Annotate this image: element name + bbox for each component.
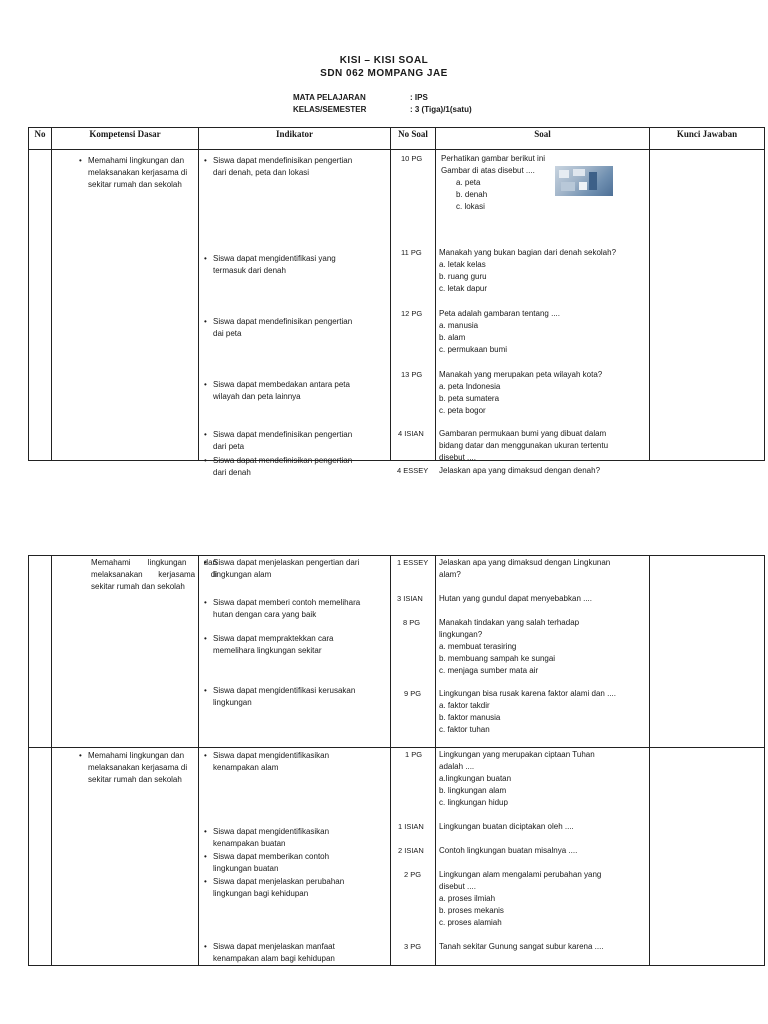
class-value: : 3 (Tiga)/1(satu) [410, 105, 472, 114]
cell-soal [436, 556, 650, 748]
subject-label: MATA PELAJARAN [293, 93, 366, 102]
col-header-indikator: Indikator [199, 128, 391, 150]
question-text: Manakah yang bukan bagian dari denah sekolah? [439, 248, 617, 257]
option-text: b. alam [439, 333, 466, 342]
indicator-item: • Siswa dapat memberikan contoh [213, 851, 329, 863]
option-text: c. permukaan bumi [439, 345, 508, 354]
option-text: a. faktor takdir [439, 701, 490, 710]
kisi-table-1 [28, 127, 765, 477]
cell-no [29, 748, 52, 966]
indicator-item: dari peta [213, 442, 245, 451]
map-image [555, 166, 613, 196]
indicator-item: • Siswa dapat mendefinisikan pengertian [213, 155, 352, 167]
question-text: Contoh lingkungan buatan misalnya .... [439, 846, 578, 855]
question-text: Lingkungan yang merupakan ciptaan Tuhan [439, 750, 595, 759]
indicator-item: • Siswa dapat mengidentifikasi yang [213, 253, 336, 265]
cell-indikator [199, 556, 391, 748]
cell-no [29, 150, 52, 461]
indicator-item: kenampakan alam bagi kehidupan [213, 954, 335, 963]
question-text: Jelaskan apa yang dimaksud dengan denah? [439, 466, 601, 475]
indicator-item: hutan dengan cara yang baik [213, 610, 317, 619]
option-text: b. ruang guru [439, 272, 487, 281]
option-text: b. membuang sampah ke sungai [439, 654, 556, 663]
kd-line: melaksanakan kerjasama di [88, 168, 188, 177]
indicator-item: lingkungan buatan [213, 864, 279, 873]
option-text: a. manusia [439, 321, 479, 330]
indicator-item: • Siswa dapat mengidentifikasi kerusakan [213, 685, 355, 697]
kd-line: sekitar rumah dan sekolah [88, 775, 182, 784]
indicator-item: • Siswa dapat memberi contoh memelihara [213, 597, 360, 609]
cell-soal [436, 748, 650, 966]
question-text: Manakah tindakan yang salah terhadap [439, 618, 580, 627]
question-number: 1 ESSEY [397, 558, 429, 567]
col-header-no-soal: No Soal [391, 128, 436, 150]
question-text: Gambaran permukaan bumi yang dibuat dalam [439, 429, 607, 438]
kd-line: melaksanakan kerjasama di [88, 763, 188, 772]
question-text: Jelaskan apa yang dimaksud dengan Lingkunan [439, 558, 611, 567]
question-number: 1 PG [405, 750, 423, 759]
cell-no-soal [391, 556, 436, 748]
option-text: a. peta [456, 178, 481, 187]
indicator-item: • Siswa dapat mendefinisikan pengertian [213, 455, 352, 467]
question-number: 2 ISIAN [398, 846, 424, 855]
question-number: 9 PG [404, 689, 422, 698]
question-number: 4 ISIAN [398, 429, 424, 438]
indicator-item: • Siswa dapat mengidentifikasikan [213, 826, 329, 838]
question-number: 4 ESSEY [397, 466, 429, 475]
indicator-item: • Siswa dapat mengidentifikasikan [213, 750, 329, 762]
indicator-item: dari denah [213, 468, 251, 477]
col-header-kunci: Kunci Jawaban [650, 128, 765, 150]
indicator-item: dari denah, peta dan lokasi [213, 168, 310, 177]
option-text: c. menjaga sumber mata air [439, 666, 539, 675]
question-number: 3 PG [404, 942, 422, 951]
subject-value: : IPS [410, 93, 428, 102]
indicator-item: • Siswa dapat membedakan antara peta [213, 379, 350, 391]
question-text: Lingkungan alam mengalami perubahan yang [439, 870, 602, 879]
indicator-item: lingkungan bagi kehidupan [213, 889, 309, 898]
cell-no [29, 556, 52, 748]
kd-line: • Memahami lingkungan dan [88, 750, 184, 762]
indicator-item: kenampakan alam [213, 763, 279, 772]
question-number: 13 PG [401, 370, 423, 379]
indicator-item: • Siswa dapat menjelaskan perubahan [213, 876, 344, 888]
question-text: Peta adalah gambaran tentang .... [439, 309, 560, 318]
question-text: disebut .... [439, 453, 476, 462]
indicator-item: lingkungan [213, 698, 252, 707]
cell-kd [52, 150, 199, 461]
question-text: Hutan yang gundul dapat menyebabkan .... [439, 594, 592, 603]
question-text: bidang datar dan menggunakan ukuran tertentu [439, 441, 609, 450]
indicator-item: kenampakan buatan [213, 839, 286, 848]
cell-kunci [650, 748, 765, 966]
option-text: a.lingkungan buatan [439, 774, 512, 783]
question-number: 12 PG [401, 309, 423, 318]
option-text: b. faktor manusia [439, 713, 501, 722]
cell-soal [436, 150, 650, 475]
question-text: Lingkungan buatan diciptakan oleh .... [439, 822, 574, 831]
question-number: 10 PG [401, 154, 423, 163]
option-text: c. letak dapur [439, 284, 488, 293]
option-text: c. lingkungan hidup [439, 798, 508, 807]
option-text: a. letak kelas [439, 260, 486, 269]
table-header-row [29, 128, 765, 150]
kd-line: Memahami lingkungan dan [91, 558, 217, 567]
indicator-item: • Siswa dapat menjelaskan pengertian dari [213, 557, 359, 569]
cell-kd [52, 556, 217, 748]
col-header-kd: Kompetensi Dasar [52, 128, 199, 150]
question-number: 8 PG [403, 618, 421, 627]
col-header-soal: Soal [436, 128, 650, 150]
question-number: 2 PG [404, 870, 422, 879]
document-title: KISI – KISI SOAL [339, 55, 429, 66]
indicator-item: • Siswa dapat mendefinisikan pengertian [213, 429, 352, 441]
cell-kd [52, 748, 199, 966]
school-name: SDN 062 MOMPANG JAE [320, 68, 448, 79]
option-text: c. lokasi [456, 202, 485, 211]
indicator-item: memelihara lingkungan sekitar [213, 646, 322, 655]
cell-no-soal [391, 748, 436, 966]
option-text: b. denah [456, 190, 488, 199]
option-text: b. lingkungan alam [439, 786, 507, 795]
option-text: a. peta Indonesia [439, 382, 501, 391]
kd-line: melaksanakan kerjasama di [91, 570, 217, 579]
option-text: a. membuat terasiring [439, 642, 517, 651]
option-text: c. proses alamiah [439, 918, 502, 927]
indicator-item: • Siswa dapat mempraktekkan cara [213, 633, 334, 645]
col-header-no: No [29, 128, 52, 150]
indicator-item: wilayah dan peta lainnya [213, 392, 301, 401]
table-row [29, 150, 765, 461]
table-row [29, 748, 765, 966]
cell-kunci [650, 556, 765, 748]
cell-indikator [199, 150, 391, 477]
question-text: lingkungan? [439, 630, 483, 639]
option-text: c. faktor tuhan [439, 725, 490, 734]
cell-no-soal [391, 150, 436, 475]
question-text: adalah .... [439, 762, 475, 771]
question-text: Perhatikan gambar berikut ini [441, 154, 546, 163]
question-text: alam? [439, 570, 461, 579]
class-label: KELAS/SEMESTER [293, 105, 367, 114]
kisi-table-2 [28, 555, 765, 966]
option-text: c. peta bogor [439, 406, 486, 415]
indicator-item: • Siswa dapat mendefinisikan pengertian [213, 316, 352, 328]
cell-indikator [199, 748, 391, 966]
question-text: Manakah yang merupakan peta wilayah kota? [439, 370, 603, 379]
indicator-item: dai peta [213, 329, 242, 338]
kd-line: sekitar rumah dan sekolah [88, 180, 182, 189]
option-text: a. proses ilmiah [439, 894, 496, 903]
option-text: b. peta sumatera [439, 394, 500, 403]
question-number: 3 ISIAN [397, 594, 423, 603]
option-text: b. proses mekanis [439, 906, 504, 915]
cell-kunci [650, 150, 765, 461]
question-text: Lingkungan bisa rusak karena faktor alami dan .... [439, 689, 616, 698]
question-text: Tanah sekitar Gunung sangat subur karena .... [439, 942, 604, 951]
question-text: disebut .... [439, 882, 476, 891]
kd-line: sekitar rumah dan sekolah [91, 582, 185, 591]
table-row [29, 556, 765, 748]
indicator-item: • Siswa dapat menjelaskan manfaat [213, 941, 335, 953]
kd-line: • Memahami lingkungan dan [88, 155, 184, 167]
question-number: 1 ISIAN [398, 822, 424, 831]
indicator-item: lingkungan alam [213, 570, 272, 579]
question-text: Gambar di atas disebut .... [441, 166, 535, 175]
indicator-item: termasuk dari denah [213, 266, 286, 275]
question-number: 11 PG [401, 248, 422, 257]
